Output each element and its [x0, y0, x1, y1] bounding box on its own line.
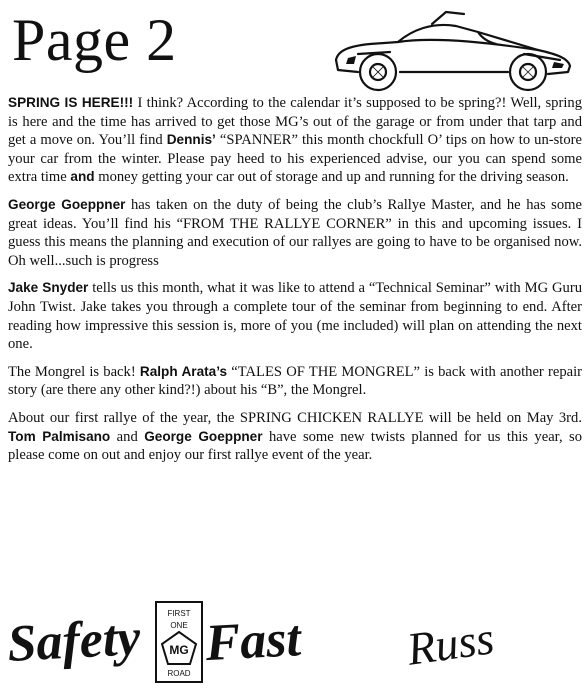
- paragraph-spring-chicken-rallye: [8, 409, 582, 465]
- bold-lead: Jake Snyder: [8, 280, 89, 296]
- bold-lead: George Goeppner: [8, 196, 126, 212]
- signature-text: Russ: [403, 612, 498, 675]
- logo-word-safety: Safety: [6, 609, 142, 674]
- paragraph-technical-seminar: [8, 279, 582, 353]
- bold-word: and: [70, 169, 95, 185]
- paragraph-text: I think? According to the calendar it’s supposed to be spring?! Well, spring is here and the time has arrived to get those MG’s out of the garage or from under that tarp and get a move on. You’ll find: [8, 95, 582, 149]
- paragraph-spring: [8, 94, 582, 187]
- paragraph-rallye-master: [8, 196, 582, 270]
- page-title: Page 2: [12, 7, 177, 73]
- paragraph-text: money getting your car out of storage and up and running for the driving season.: [94, 169, 569, 186]
- mg-badge-icon: [156, 602, 202, 682]
- logo-word-fast: Fast: [204, 610, 303, 673]
- badge-top-text: FIRST: [167, 609, 191, 618]
- paragraph-text: The Mongrel is back!: [8, 363, 140, 380]
- paragraph-text: “TALES OF THE MONGREL” is back with another repair story (are there any other kind?!) about his “B”, the Mongrel.: [8, 363, 583, 399]
- safety-fast-logo: [6, 592, 306, 688]
- bold-lead: Tom Palmisano: [8, 428, 111, 444]
- paragraph-text: tells us this month, what it was like to attend a “Technical Seminar” with MG Guru John Twist. Jake takes you through a complete tour of the seminar from beginning to end. After reading how impressive this session is, more of you (me included) will plan on attending the next one.: [8, 280, 582, 353]
- badge-mg-text: MG: [169, 643, 189, 657]
- bold-name: George Goeppner: [144, 428, 263, 444]
- paragraph-text: and: [110, 428, 145, 445]
- badge-bottom-text: ROAD: [167, 669, 191, 678]
- bold-lead: SPRING IS HERE!!!: [8, 95, 134, 110]
- bold-lead: Ralph Arata’s: [139, 363, 228, 379]
- article-body: [8, 94, 582, 474]
- paragraph-mongrel: [8, 363, 582, 400]
- paragraph-text: About our first rallye of the year, the SPRING CHICKEN RALLYE will be held on May 3rd.: [8, 409, 582, 426]
- paragraph-text: “SPANNER” this month chockfull O’ tips on how to un-store your car from the winter. Please pay heed to his experienced advise, our you can spend some extra time: [8, 132, 582, 186]
- bold-name: Dennis’: [166, 132, 216, 148]
- paragraph-text: has taken on the duty of being the club’s Rallye Master, and he has some great ideas. You’ll find his “FROM THE RALLYE CORNER” in this and upcoming issues. I guess this means the planning and execution of our rallyes are going to have to be organised now. Oh well...such is progress: [8, 196, 582, 269]
- paragraph-text: have some new twists planned for us this year, so please come on out and enjoy our first rallye event of the year.: [8, 428, 582, 464]
- editor-signature: [398, 600, 558, 680]
- badge-mid-text: ONE: [170, 621, 188, 630]
- mg-car-illustration: [328, 8, 578, 94]
